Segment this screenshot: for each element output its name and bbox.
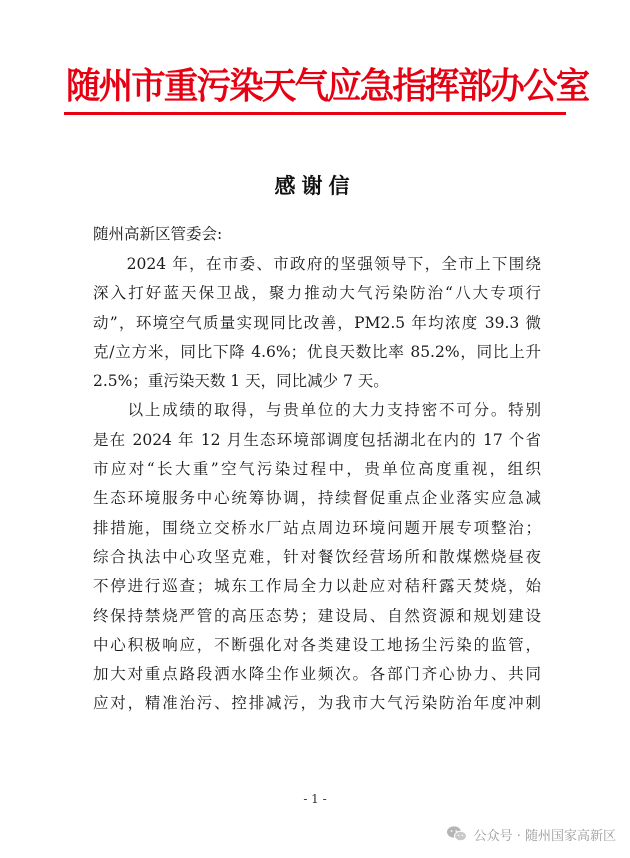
watermark-text: 公众号 · 随州国家高新区 [473, 828, 616, 844]
body-line: 加大对重点路段洒水降尘作业频次。各部门齐心协力、共同 [93, 665, 541, 684]
body-line: 深入打好蓝天保卫战，聚力推动大气污染防治“八大专项行 [93, 284, 541, 303]
body-line: 综合执法中心攻坚克难，针对餐饮经营场所和散煤燃烧昼夜 [93, 547, 541, 566]
body-line: 生态环境服务中心统筹协调，持续督促重点企业落实应急减 [93, 489, 541, 508]
body-line: 2024 年，在市委、市政府的坚强领导下，全市上下围绕 [93, 255, 541, 273]
letterhead-divider [64, 112, 566, 115]
page-number: - 1 - [303, 792, 327, 806]
body-line: 以上成绩的取得，与贵单位的大力支持密不可分。特别 [93, 401, 541, 420]
body-line: 终保持禁烧严管的高压态势；建设局、自然资源和规划建设 [93, 606, 541, 625]
wechat-icon [446, 825, 468, 843]
letterhead-title: 随州市重污染天气应急指挥部办公室 [66, 65, 589, 107]
body-line: 不停进行巡查；城东工作局全力以赴应对秸秆露天焚烧，始 [93, 577, 541, 596]
document-title: 感谢信 [274, 173, 356, 198]
body-line: 是在 2024 年 12 月生态环境部调度包括湖北在内的 17 个省 [93, 430, 541, 449]
body-line: 市应对“长大重”空气污染过程中，贵单位高度重视，组织 [93, 460, 541, 479]
body-line: 2.5%；重污染天数 1 天，同比减少 7 天。 [93, 372, 389, 391]
body-line: 中心积极响应，不断强化对各类建设工地扬尘污染的监管， [93, 635, 541, 654]
body-line: 动”，环境空气质量实现同比改善，PM2.5 年均浓度 39.3 微 [93, 313, 541, 332]
body-line: 克/立方米，同比下降 4.6%；优良天数比率 85.2%，同比上升 [93, 342, 541, 361]
salutation: 随州高新区管委会: [93, 225, 223, 243]
letter-body [93, 250, 541, 719]
body-line: 应对，精准治污、控排减污，为我市大气污染防治年度冲刺 [93, 694, 541, 713]
watermark [446, 822, 616, 846]
body-line: 排措施，围绕立交桥水厂站点周边环境问题开展专项整治； [93, 518, 541, 537]
